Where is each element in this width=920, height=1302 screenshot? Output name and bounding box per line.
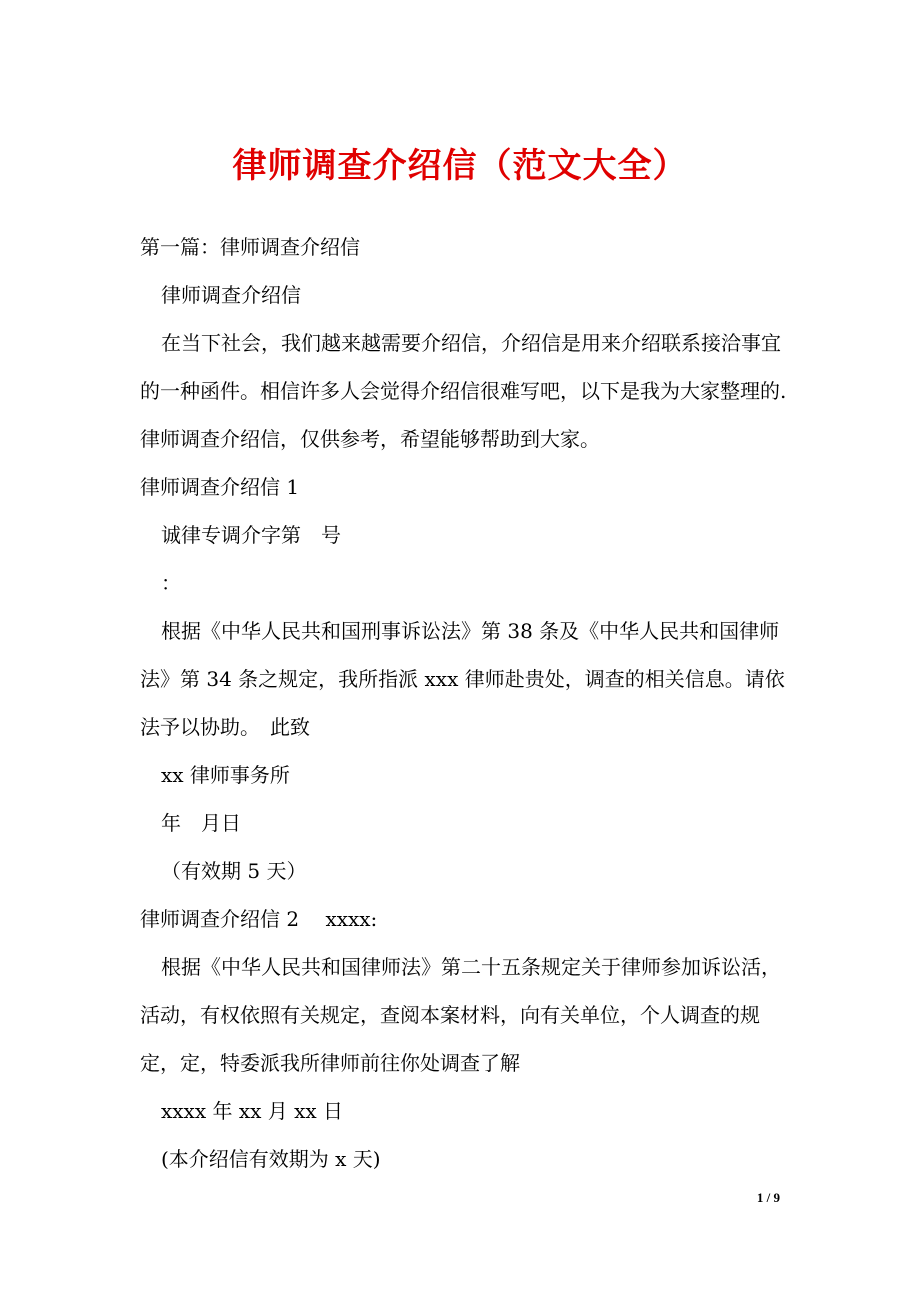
paragraph: xxxx 年 xx 月 xx 日 [161,1099,344,1123]
paragraph: 律师调查介绍信 1 [140,475,300,499]
paragraph: 年 月日 [161,811,241,835]
paragraph: 律师调查介绍信 2 xxxx: [140,907,378,931]
document-title: 律师调查介绍信（范文大全） [232,146,688,186]
paragraph: xx 律师事务所 [161,763,290,787]
paragraph: 律师调查介绍信 [161,283,301,307]
paragraph: （有效期 5 天） [161,859,307,883]
paragraph: (本介绍信有效期为 x 天) [161,1147,381,1171]
paragraph: 根据《中华人民共和国刑事诉讼法》第 38 条及《中华人民共和国律师法》第 34 条之规定，我所指派 xxx 律师赴贵处，调查的相关信息。请依法予以协助。 此致 [140,619,785,739]
paragraph: 在当下社会，我们越来越需要介绍信，介绍信是用来介绍联系接洽事宜的一种函件。相信许多人会觉得介绍信很难写吧，以下是我为大家整理的.律师调查介绍信，仅供参考，希望能够帮助到大家。 [140,331,787,451]
page-number: 1 / 9 [756,1190,780,1205]
paragraph: 诚律专调介字第 号 [161,523,341,547]
paragraph: ： [161,571,181,595]
paragraph: 第一篇：律师调查介绍信 [140,235,360,259]
paragraph: 根据《中华人民共和国律师法》第二十五条规定关于律师参加诉讼活，活动，有权依照有关规定，查阅本案材料，向有关单位，个人调查的规定，定，特委派我所律师前往你处调查了解 [140,955,781,1075]
document-body [140,223,790,1183]
